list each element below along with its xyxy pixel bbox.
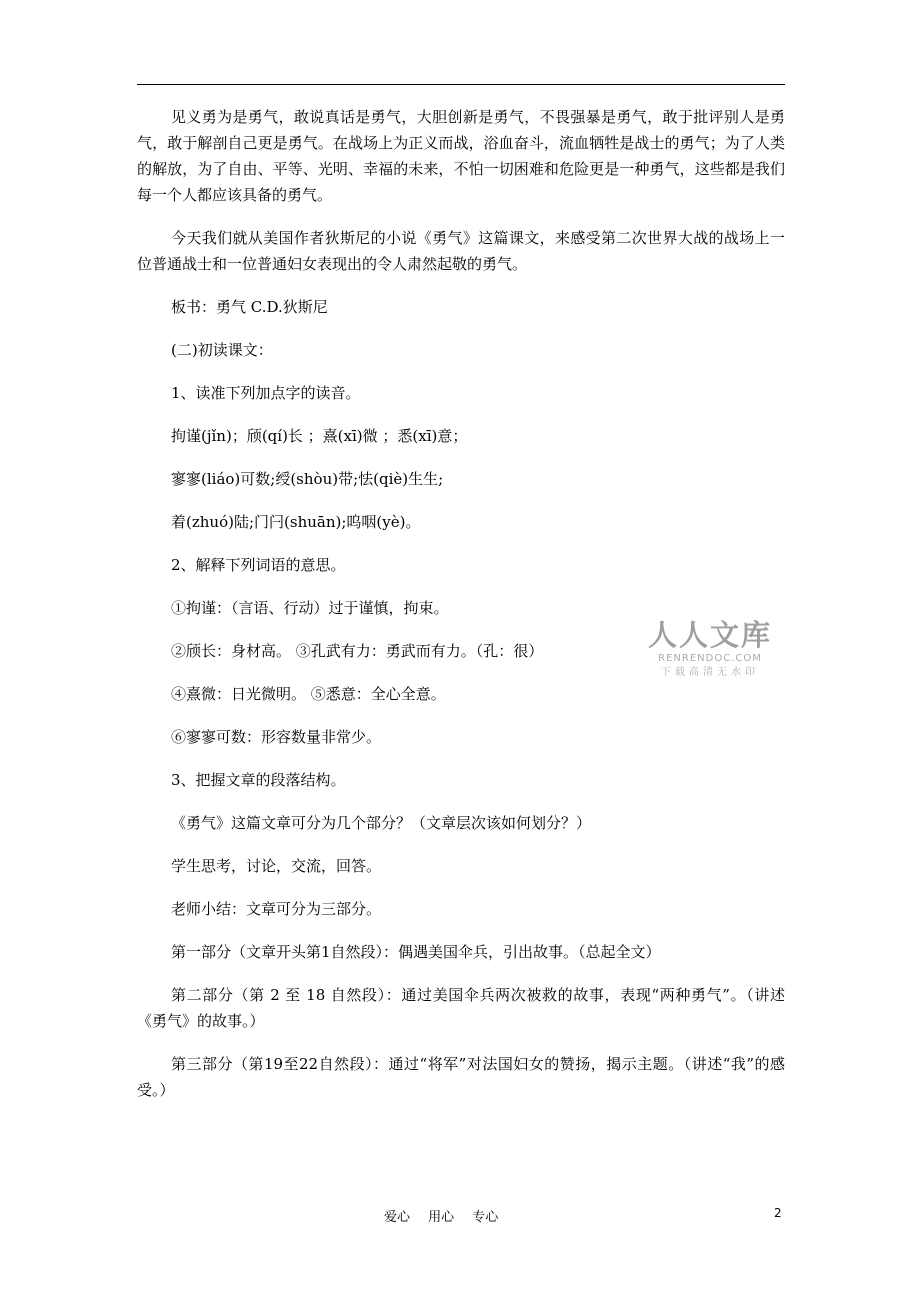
watermark-logo-text: 人人文库 — [647, 618, 772, 652]
footer-motto: 爱心 用心 专心 — [384, 1210, 499, 1225]
task-structure-heading: 3、把握文章的段落结构。 — [171, 771, 346, 789]
paragraph-intro: 见义勇为是勇气，敢说真话是勇气，大胆创新是勇气，不畏强暴是勇气，敢于批评别人是勇气，敢于解剖自己更是勇气。在战场上为正义而战，浴血奋斗，流血牺牲是战士的勇气；为了人类的解放，为了自由、平等、光明、幸福的未来，不怕一切困难和危险更是一种勇气，这些都是我们每一个人都应该具备的勇气。 — [137, 108, 785, 204]
task-vocabulary-heading: 2、解释下列词语的意思。 — [171, 556, 346, 574]
pronunciation-line-1: 拘谨(jǐn)；颀(qí)长 ；熹(xī)微 ；悉(xī)意； — [171, 427, 468, 445]
vocabulary-item-6: ⑥寥寥可数：形容数量非常少。 — [171, 728, 382, 746]
vocabulary-item-1: ①拘谨：（言语、行动）过于谨慎，拘束。 — [171, 599, 449, 617]
watermark-slogan: 下载高清无水印 — [661, 667, 759, 678]
page-number: 2 — [774, 1206, 782, 1220]
page-footer — [0, 1206, 920, 1230]
structure-part-3: 第三部分（第19至22自然段）：通过“将军”对法国妇女的赞扬，揭示主题。（讲述“我”的感受。） — [137, 1055, 785, 1099]
structure-part-2: 第二部分（第 2 至 18 自然段）：通过美国伞兵两次被救的故事，表现“两种勇气”。（讲述《勇气》的故事。） — [137, 986, 785, 1030]
paragraph-board-writing: 板书：勇气 C.D.狄斯尼 — [171, 298, 328, 316]
student-activity: 学生思考，讨论，交流，回答。 — [171, 857, 382, 875]
task-pronunciation-heading: 1、读准下列加点字的读音。 — [171, 384, 361, 402]
pronunciation-line-2: 寥寥(liáo)可数;绶(shòu)带;怯(qiè)生生; — [171, 470, 444, 488]
pronunciation-line-3: 着(zhuó)陆;门闩(shuān);呜咽(yè)。 — [171, 513, 421, 531]
structure-part-1: 第一部分（文章开头第1自然段）：偶遇美国伞兵，引出故事。（总起全文） — [171, 943, 661, 961]
vocabulary-item-2-3: ②颀长：身材高。 ③孔武有力：勇武而有力。（孔：很） — [171, 642, 544, 660]
watermark-site: RENRENDOC.COM — [658, 653, 762, 664]
paragraph-lead-in: 今天我们就从美国作者狄斯尼的小说《勇气》这篇课文，来感受第二次世界大战的战场上一位普通战士和一位普通妇女表现出的令人肃然起敬的勇气。 — [137, 229, 785, 273]
document-body — [137, 104, 785, 1120]
section-heading-first-reading: (二)初读课文： — [171, 341, 273, 359]
teacher-summary: 老师小结：文章可分为三部分。 — [171, 900, 382, 918]
structure-question: 《勇气》这篇文章可分为几个部分？（文章层次该如何划分？） — [171, 814, 592, 832]
header-rule — [137, 84, 785, 85]
renrendoc-watermark — [646, 618, 774, 680]
vocabulary-item-4-5: ④熹微：日光微明。 ⑤悉意：全心全意。 — [171, 685, 446, 703]
